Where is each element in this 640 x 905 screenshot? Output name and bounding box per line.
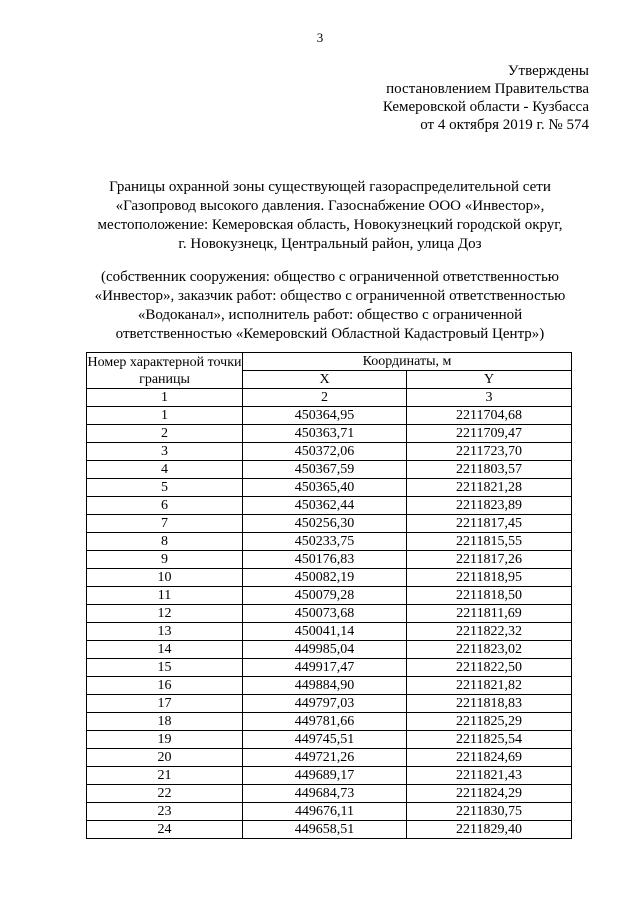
table-row [87, 515, 572, 533]
x-cell: 449985,04 [243, 641, 407, 659]
x-cell: 449721,26 [243, 749, 407, 767]
y-cell: 2211704,68 [407, 407, 572, 425]
table-row [87, 623, 572, 641]
x-cell: 450073,68 [243, 605, 407, 623]
approval-block [383, 62, 589, 134]
x-cell: 450041,14 [243, 623, 407, 641]
y-cell: 2211825,54 [407, 731, 572, 749]
y-cell: 2211830,75 [407, 803, 572, 821]
approval-line: постановлением Правительства [386, 81, 589, 97]
y-cell: 2211817,45 [407, 515, 572, 533]
y-cell: 2211818,95 [407, 569, 572, 587]
point-number-cell: 6 [87, 497, 243, 515]
point-number-cell: 7 [87, 515, 243, 533]
table-row [87, 677, 572, 695]
y-cell: 2211821,28 [407, 479, 572, 497]
y-cell: 2211723,70 [407, 443, 572, 461]
note-line: «Водоканал», исполнитель работ: общество с ограниченной [137, 307, 523, 323]
table-row [87, 803, 572, 821]
table-row [87, 785, 572, 803]
point-number-cell: 16 [87, 677, 243, 695]
table-row [87, 767, 572, 785]
x-cell: 450372,06 [243, 443, 407, 461]
point-number-cell: 1 [87, 407, 243, 425]
y-cell: 2211829,40 [407, 821, 572, 839]
note-line: (собственник сооружения: общество с ограниченной ответственностью [101, 269, 559, 285]
column-number: 1 [87, 389, 243, 407]
table-row [87, 659, 572, 677]
point-number-cell: 12 [87, 605, 243, 623]
table-row [87, 425, 572, 443]
note-line: ответственностью «Кемеровский Областной Кадастровый Центр») [115, 326, 545, 342]
table-row [87, 605, 572, 623]
x-cell: 449797,03 [243, 695, 407, 713]
x-cell: 449684,73 [243, 785, 407, 803]
point-number-cell: 21 [87, 767, 243, 785]
approval-line: Кемеровской области - Кузбасса [382, 99, 589, 115]
y-cell: 2211818,50 [407, 587, 572, 605]
point-number-cell: 10 [87, 569, 243, 587]
table-row [87, 821, 572, 839]
table-row [87, 461, 572, 479]
title-line: Границы охранной зоны существующей газораспределительной сети [109, 179, 551, 195]
y-cell: 2211818,83 [407, 695, 572, 713]
table-row [87, 533, 572, 551]
point-number-cell: 8 [87, 533, 243, 551]
point-number-cell: 17 [87, 695, 243, 713]
table-row [87, 407, 572, 425]
point-number-cell: 3 [87, 443, 243, 461]
y-cell: 2211822,50 [407, 659, 572, 677]
table-row [87, 587, 572, 605]
point-number-cell: 11 [87, 587, 243, 605]
table-row [87, 695, 572, 713]
x-cell: 450082,19 [243, 569, 407, 587]
table-body [87, 407, 572, 839]
x-cell: 450365,40 [243, 479, 407, 497]
y-cell: 2211803,57 [407, 461, 572, 479]
ownership-note [60, 268, 600, 344]
y-cell: 2211817,26 [407, 551, 572, 569]
y-cell: 2211824,29 [407, 785, 572, 803]
header-point-number: Номер характерной точки границы [87, 354, 242, 387]
table-row [87, 641, 572, 659]
point-number-cell: 2 [87, 425, 243, 443]
y-cell: 2211823,89 [407, 497, 572, 515]
x-cell: 450367,59 [243, 461, 407, 479]
y-cell: 2211822,32 [407, 623, 572, 641]
page-number: 3 [316, 30, 324, 45]
point-number-cell: 14 [87, 641, 243, 659]
table-row [87, 497, 572, 515]
point-number-cell: 4 [87, 461, 243, 479]
document-title [60, 178, 600, 254]
x-cell: 450233,75 [243, 533, 407, 551]
approval-line: Утверждены [507, 63, 589, 79]
point-number-cell: 20 [87, 749, 243, 767]
title-line: г. Новокузнецк, Центральный район, улица Доз [178, 236, 482, 252]
x-cell: 450364,95 [243, 407, 407, 425]
point-number-cell: 13 [87, 623, 243, 641]
column-number: 2 [243, 389, 407, 407]
y-cell: 2211811,69 [407, 605, 572, 623]
point-number-cell: 23 [87, 803, 243, 821]
y-cell: 2211815,55 [407, 533, 572, 551]
table-row [87, 713, 572, 731]
table-row [87, 731, 572, 749]
point-number-cell: 5 [87, 479, 243, 497]
x-cell: 449745,51 [243, 731, 407, 749]
y-cell: 2211824,69 [407, 749, 572, 767]
header-y: Y [407, 371, 572, 389]
coordinates-table [86, 352, 572, 839]
point-number-cell: 24 [87, 821, 243, 839]
point-number-cell: 18 [87, 713, 243, 731]
note-line: «Инвестор», заказчик работ: общество с ограниченной ответственностью [94, 288, 566, 304]
x-cell: 450079,28 [243, 587, 407, 605]
table-row [87, 479, 572, 497]
point-number-cell: 19 [87, 731, 243, 749]
table-row [87, 443, 572, 461]
header-x: X [243, 371, 407, 389]
y-cell: 2211821,43 [407, 767, 572, 785]
point-number-cell: 9 [87, 551, 243, 569]
x-cell: 449689,17 [243, 767, 407, 785]
x-cell: 449917,47 [243, 659, 407, 677]
x-cell: 449884,90 [243, 677, 407, 695]
title-line: местоположение: Кемеровская область, Новокузнецкий городской округ, [97, 217, 563, 233]
y-cell: 2211709,47 [407, 425, 572, 443]
table-row [87, 749, 572, 767]
column-number: 3 [407, 389, 572, 407]
point-number-cell: 22 [87, 785, 243, 803]
x-cell: 449781,66 [243, 713, 407, 731]
y-cell: 2211823,02 [407, 641, 572, 659]
x-cell: 450362,44 [243, 497, 407, 515]
point-number-cell: 15 [87, 659, 243, 677]
y-cell: 2211825,29 [407, 713, 572, 731]
y-cell: 2211821,82 [407, 677, 572, 695]
approval-line: от 4 октября 2019 г. № 574 [420, 117, 589, 133]
x-cell: 449658,51 [243, 821, 407, 839]
title-line: «Газопровод высокого давления. Газоснабжение ООО «Инвестор», [115, 198, 545, 214]
x-cell: 450176,83 [243, 551, 407, 569]
table-row [87, 551, 572, 569]
x-cell: 450256,30 [243, 515, 407, 533]
x-cell: 450363,71 [243, 425, 407, 443]
x-cell: 449676,11 [243, 803, 407, 821]
header-coordinates: Координаты, м [243, 353, 572, 371]
table-row [87, 569, 572, 587]
